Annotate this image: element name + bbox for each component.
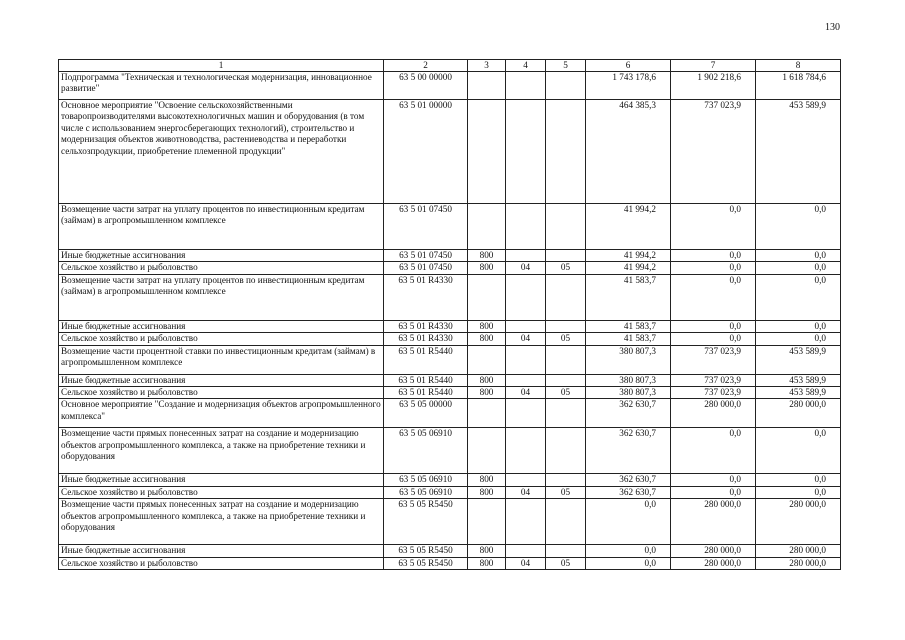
row-code-cell: 63 5 05 06910 bbox=[384, 486, 468, 498]
row-value6-cell: 362 630,7 bbox=[586, 486, 671, 498]
header-cell: 6 bbox=[586, 60, 671, 72]
row-value7-cell: 0,0 bbox=[671, 474, 756, 486]
table-row bbox=[59, 274, 841, 320]
row-col4-cell bbox=[506, 72, 546, 100]
row-value7-cell: 0,0 bbox=[671, 262, 756, 274]
row-name-cell: Иные бюджетные ассигнования bbox=[59, 545, 384, 557]
row-col3-cell: 800 bbox=[468, 333, 506, 345]
row-col3-cell bbox=[468, 100, 506, 204]
row-col4-cell bbox=[506, 250, 546, 262]
row-value6-cell: 362 630,7 bbox=[586, 428, 671, 474]
row-value6-cell: 0,0 bbox=[586, 545, 671, 557]
row-value8-cell: 453 589,9 bbox=[756, 387, 841, 399]
row-code-cell: 63 5 05 R5450 bbox=[384, 545, 468, 557]
row-col3-cell bbox=[468, 399, 506, 428]
row-col3-cell bbox=[468, 345, 506, 374]
row-value8-cell: 280 000,0 bbox=[756, 557, 841, 569]
row-value6-cell: 0,0 bbox=[586, 499, 671, 545]
header-cell: 1 bbox=[59, 60, 384, 72]
row-value8-cell: 280 000,0 bbox=[756, 399, 841, 428]
row-name-cell: Возмещение части прямых понесенных затрат на создание и модернизацию объектов агропромышленного комплекса, а также на приобретение техники и оборудования bbox=[59, 499, 384, 545]
row-value6-cell: 0,0 bbox=[586, 557, 671, 569]
row-value8-cell: 0,0 bbox=[756, 474, 841, 486]
row-value7-cell: 0,0 bbox=[671, 486, 756, 498]
row-col5-cell bbox=[546, 204, 586, 250]
row-name-cell: Сельское хозяйство и рыболовство bbox=[59, 387, 384, 399]
row-code-cell: 63 5 01 R5440 bbox=[384, 345, 468, 374]
row-name-cell: Иные бюджетные ассигнования bbox=[59, 250, 384, 262]
row-value7-cell: 1 902 218,6 bbox=[671, 72, 756, 100]
row-col3-cell: 800 bbox=[468, 250, 506, 262]
row-value6-cell: 380 807,3 bbox=[586, 387, 671, 399]
row-col5-cell bbox=[546, 345, 586, 374]
row-col3-cell: 800 bbox=[468, 262, 506, 274]
row-name-cell: Основное мероприятие "Создание и модернизация объектов агропромышленного комплекса" bbox=[59, 399, 384, 428]
row-col4-cell bbox=[506, 374, 546, 386]
row-value7-cell: 737 023,9 bbox=[671, 100, 756, 204]
row-name-cell: Возмещение части затрат на уплату процентов по инвестиционным кредитам (займам) в агропромышленном комплексе bbox=[59, 274, 384, 320]
row-col5-cell bbox=[546, 399, 586, 428]
row-value7-cell: 737 023,9 bbox=[671, 387, 756, 399]
row-col3-cell: 800 bbox=[468, 474, 506, 486]
row-name-cell: Иные бюджетные ассигнования bbox=[59, 320, 384, 332]
row-value6-cell: 1 743 178,6 bbox=[586, 72, 671, 100]
row-code-cell: 63 5 01 R5440 bbox=[384, 374, 468, 386]
header-row bbox=[59, 60, 841, 72]
row-value8-cell: 453 589,9 bbox=[756, 374, 841, 386]
budget-table bbox=[58, 59, 841, 570]
row-col5-cell: 05 bbox=[546, 387, 586, 399]
header-cell: 4 bbox=[506, 60, 546, 72]
row-value6-cell: 41 583,7 bbox=[586, 320, 671, 332]
row-col5-cell bbox=[546, 250, 586, 262]
row-value6-cell: 41 583,7 bbox=[586, 333, 671, 345]
row-name-cell: Сельское хозяйство и рыболовство bbox=[59, 333, 384, 345]
row-col4-cell bbox=[506, 100, 546, 204]
row-col4-cell bbox=[506, 320, 546, 332]
row-col5-cell: 05 bbox=[546, 262, 586, 274]
row-col4-cell: 04 bbox=[506, 262, 546, 274]
table-row bbox=[59, 204, 841, 250]
row-value7-cell: 280 000,0 bbox=[671, 545, 756, 557]
row-col4-cell: 04 bbox=[506, 486, 546, 498]
row-col4-cell bbox=[506, 274, 546, 320]
row-col4-cell bbox=[506, 204, 546, 250]
table-row bbox=[59, 250, 841, 262]
row-value8-cell: 0,0 bbox=[756, 250, 841, 262]
row-name-cell: Подпрограмма "Техническая и технологическая модернизация, инновационное развитие" bbox=[59, 72, 384, 100]
row-col5-cell bbox=[546, 274, 586, 320]
row-value7-cell: 0,0 bbox=[671, 320, 756, 332]
row-col3-cell: 800 bbox=[468, 486, 506, 498]
row-value7-cell: 737 023,9 bbox=[671, 374, 756, 386]
table-row bbox=[59, 100, 841, 204]
row-value7-cell: 0,0 bbox=[671, 250, 756, 262]
row-col5-cell: 05 bbox=[546, 486, 586, 498]
table-row bbox=[59, 262, 841, 274]
table-row bbox=[59, 474, 841, 486]
row-code-cell: 63 5 01 07450 bbox=[384, 250, 468, 262]
table-row bbox=[59, 399, 841, 428]
row-name-cell: Иные бюджетные ассигнования bbox=[59, 474, 384, 486]
header-cell: 8 bbox=[756, 60, 841, 72]
row-code-cell: 63 5 05 06910 bbox=[384, 428, 468, 474]
row-col4-cell bbox=[506, 428, 546, 474]
table-row bbox=[59, 557, 841, 569]
table-row bbox=[59, 374, 841, 386]
row-value7-cell: 0,0 bbox=[671, 333, 756, 345]
header-cell: 5 bbox=[546, 60, 586, 72]
table-row bbox=[59, 499, 841, 545]
row-value6-cell: 362 630,7 bbox=[586, 399, 671, 428]
row-col5-cell bbox=[546, 428, 586, 474]
row-col4-cell: 04 bbox=[506, 557, 546, 569]
row-col4-cell: 04 bbox=[506, 333, 546, 345]
table-row bbox=[59, 428, 841, 474]
table-row bbox=[59, 387, 841, 399]
row-col5-cell bbox=[546, 474, 586, 486]
row-value8-cell: 280 000,0 bbox=[756, 499, 841, 545]
table-row bbox=[59, 345, 841, 374]
row-value7-cell: 0,0 bbox=[671, 274, 756, 320]
row-value6-cell: 41 994,2 bbox=[586, 204, 671, 250]
row-value8-cell: 0,0 bbox=[756, 486, 841, 498]
header-cell: 2 bbox=[384, 60, 468, 72]
row-value8-cell: 1 618 784,6 bbox=[756, 72, 841, 100]
row-value6-cell: 41 994,2 bbox=[586, 262, 671, 274]
row-value8-cell: 0,0 bbox=[756, 320, 841, 332]
row-col4-cell bbox=[506, 345, 546, 374]
row-col5-cell bbox=[546, 320, 586, 332]
row-col5-cell: 05 bbox=[546, 557, 586, 569]
row-value7-cell: 280 000,0 bbox=[671, 399, 756, 428]
row-col4-cell: 04 bbox=[506, 387, 546, 399]
header-cell: 3 bbox=[468, 60, 506, 72]
row-name-cell: Сельское хозяйство и рыболовство bbox=[59, 262, 384, 274]
table-row bbox=[59, 72, 841, 100]
row-value7-cell: 280 000,0 bbox=[671, 557, 756, 569]
row-name-cell: Иные бюджетные ассигнования bbox=[59, 374, 384, 386]
row-col5-cell bbox=[546, 545, 586, 557]
row-code-cell: 63 5 05 06910 bbox=[384, 474, 468, 486]
row-value8-cell: 453 589,9 bbox=[756, 345, 841, 374]
row-value6-cell: 41 994,2 bbox=[586, 250, 671, 262]
row-name-cell: Возмещение части прямых понесенных затрат на создание и модернизацию объектов агропромышленного комплекса, а также на приобретение техники и оборудования bbox=[59, 428, 384, 474]
row-code-cell: 63 5 01 R5440 bbox=[384, 387, 468, 399]
row-value7-cell: 737 023,9 bbox=[671, 345, 756, 374]
row-code-cell: 63 5 01 07450 bbox=[384, 204, 468, 250]
row-col5-cell bbox=[546, 374, 586, 386]
row-col3-cell: 800 bbox=[468, 320, 506, 332]
table-row bbox=[59, 486, 841, 498]
table-row bbox=[59, 320, 841, 332]
row-name-cell: Сельское хозяйство и рыболовство bbox=[59, 486, 384, 498]
table-row bbox=[59, 333, 841, 345]
row-col5-cell bbox=[546, 72, 586, 100]
row-value8-cell: 280 000,0 bbox=[756, 545, 841, 557]
row-value8-cell: 453 589,9 bbox=[756, 100, 841, 204]
row-value6-cell: 380 807,3 bbox=[586, 374, 671, 386]
row-col3-cell: 800 bbox=[468, 387, 506, 399]
row-code-cell: 63 5 05 R5450 bbox=[384, 499, 468, 545]
row-name-cell: Основное мероприятие "Освоение сельскохозяйственными товаропроизводителями высокотехнологичных машин и оборудования (в том числе с использованием энергосберегающих технологий), строительство и модернизация объектов животноводства, растениеводства и переработки сельхозпродукции, приобретение племенной продукции" bbox=[59, 100, 384, 204]
row-name-cell: Возмещение части процентной ставки по инвестиционным кредитам (займам) в агропромышленном комплексе bbox=[59, 345, 384, 374]
row-col3-cell: 800 bbox=[468, 545, 506, 557]
row-value8-cell: 0,0 bbox=[756, 262, 841, 274]
row-col3-cell bbox=[468, 204, 506, 250]
row-value8-cell: 0,0 bbox=[756, 204, 841, 250]
row-code-cell: 63 5 01 R4330 bbox=[384, 320, 468, 332]
row-value7-cell: 280 000,0 bbox=[671, 499, 756, 545]
row-col5-cell bbox=[546, 100, 586, 204]
row-col3-cell: 800 bbox=[468, 557, 506, 569]
row-value7-cell: 0,0 bbox=[671, 428, 756, 474]
row-col3-cell: 800 bbox=[468, 374, 506, 386]
row-code-cell: 63 5 05 00000 bbox=[384, 399, 468, 428]
row-value6-cell: 464 385,3 bbox=[586, 100, 671, 204]
row-col5-cell: 05 bbox=[546, 333, 586, 345]
row-name-cell: Возмещение части затрат на уплату процентов по инвестиционным кредитам (займам) в агропромышленном комплексе bbox=[59, 204, 384, 250]
row-value8-cell: 0,0 bbox=[756, 274, 841, 320]
row-value6-cell: 362 630,7 bbox=[586, 474, 671, 486]
row-code-cell: 63 5 01 07450 bbox=[384, 262, 468, 274]
row-col3-cell bbox=[468, 428, 506, 474]
row-col4-cell bbox=[506, 499, 546, 545]
row-col4-cell bbox=[506, 399, 546, 428]
row-value6-cell: 41 583,7 bbox=[586, 274, 671, 320]
row-value6-cell: 380 807,3 bbox=[586, 345, 671, 374]
row-value8-cell: 0,0 bbox=[756, 428, 841, 474]
row-code-cell: 63 5 01 R4330 bbox=[384, 274, 468, 320]
row-col3-cell bbox=[468, 72, 506, 100]
row-col3-cell bbox=[468, 274, 506, 320]
row-col3-cell bbox=[468, 499, 506, 545]
row-code-cell: 63 5 00 00000 bbox=[384, 72, 468, 100]
row-code-cell: 63 5 01 00000 bbox=[384, 100, 468, 204]
row-col4-cell bbox=[506, 474, 546, 486]
row-col4-cell bbox=[506, 545, 546, 557]
row-code-cell: 63 5 05 R5450 bbox=[384, 557, 468, 569]
row-value7-cell: 0,0 bbox=[671, 204, 756, 250]
row-name-cell: Сельское хозяйство и рыболовство bbox=[59, 557, 384, 569]
row-code-cell: 63 5 01 R4330 bbox=[384, 333, 468, 345]
row-col5-cell bbox=[546, 499, 586, 545]
table-row bbox=[59, 545, 841, 557]
row-value8-cell: 0,0 bbox=[756, 333, 841, 345]
header-cell: 7 bbox=[671, 60, 756, 72]
page-number: 130 bbox=[825, 22, 840, 33]
